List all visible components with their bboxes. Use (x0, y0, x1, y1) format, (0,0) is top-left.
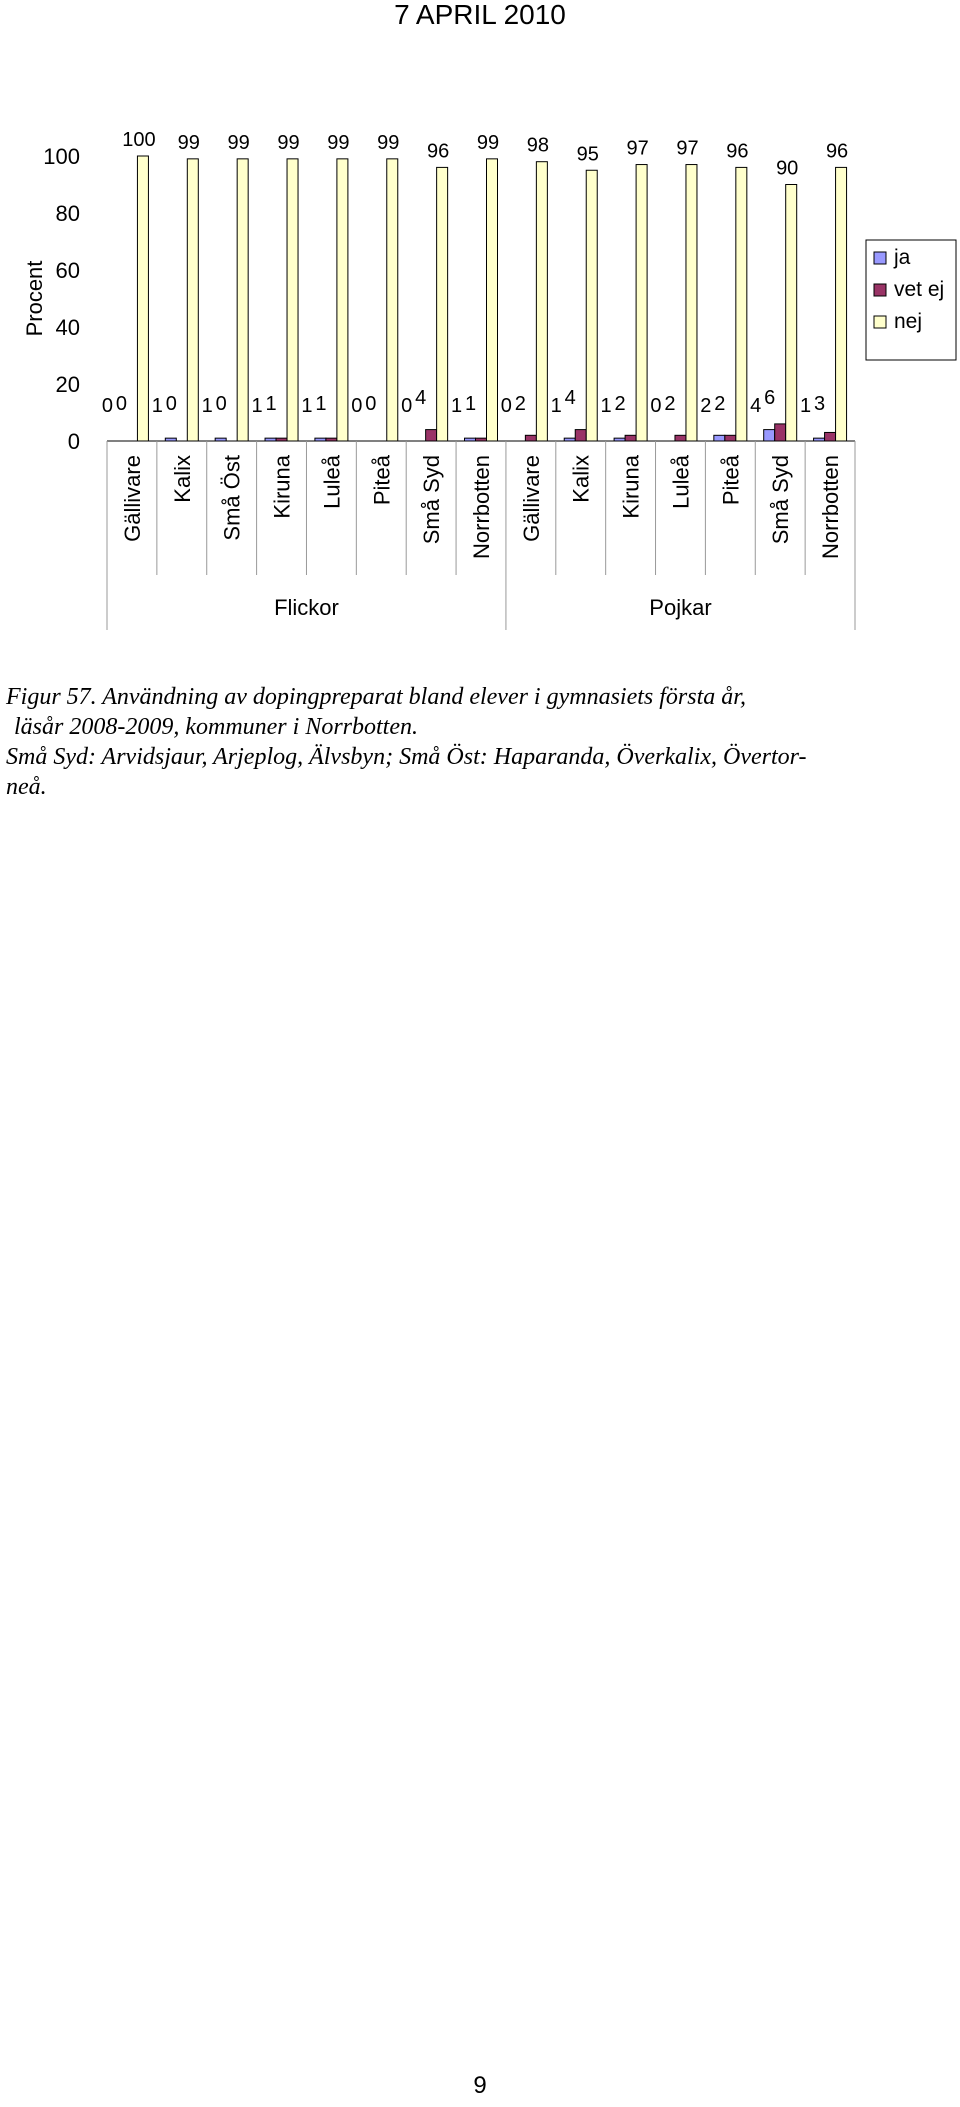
x-tick-label: Kalix (568, 455, 594, 503)
bar-nej (586, 170, 597, 441)
bar-vet-ej (575, 430, 586, 441)
data-label-ja: 0 (401, 395, 413, 417)
data-label-nej: 100 (122, 129, 156, 151)
bar-vet-ej (775, 424, 786, 441)
x-tick-label: Gällivare (119, 455, 145, 542)
data-label-vet-ej: 0 (365, 393, 377, 415)
data-label-ja: 1 (600, 395, 612, 417)
bar-vet-ej (675, 435, 686, 441)
y-tick-label: 0 (67, 429, 80, 454)
bar-chart (0, 100, 960, 640)
x-tick-label: Kiruna (618, 455, 644, 519)
data-label-nej: 96 (427, 140, 450, 163)
data-label-vet-ej: 0 (165, 393, 177, 415)
bar-nej (786, 185, 797, 442)
bar-nej (686, 165, 697, 441)
data-label-nej: 99 (327, 131, 350, 154)
data-label-nej: 99 (227, 131, 250, 154)
data-label-vet-ej: 0 (115, 393, 127, 415)
data-label-vet-ej: 3 (814, 393, 826, 415)
data-label-vet-ej: 1 (464, 393, 477, 415)
x-tick-label: Luleå (668, 455, 694, 509)
data-label-vet-ej: 0 (215, 393, 227, 415)
data-label-vet-ej: 4 (564, 387, 576, 409)
data-label-nej: 99 (377, 131, 400, 154)
bar-nej (187, 159, 198, 441)
x-tick-label: Piteå (718, 455, 744, 506)
bar-nej (387, 159, 398, 441)
bar-nej (836, 167, 847, 441)
data-label-ja: 1 (151, 395, 163, 417)
data-label-nej: 98 (526, 134, 549, 157)
y-tick-label: 40 (55, 315, 80, 340)
data-label-ja: 1 (301, 395, 313, 417)
group-label: Flickor (274, 595, 339, 620)
bar-vet-ej (725, 435, 736, 441)
x-tick-label: Norrbotten (818, 455, 844, 559)
data-label-nej: 97 (676, 137, 699, 160)
bar-vet-ej (525, 435, 536, 441)
data-label-ja: 0 (500, 395, 512, 417)
data-label-nej: 99 (476, 131, 500, 154)
bar-nej (736, 167, 747, 441)
legend-swatch-vet-ej (874, 284, 886, 296)
data-label-ja: 2 (700, 395, 712, 417)
data-label-nej: 96 (726, 140, 749, 163)
caption-line-3: Små Syd: Arvidsjaur, Arjeplog, Älvsbyn; Små Öst: Haparanda, Överkalix, Övertor- (6, 744, 807, 770)
page-number: 9 (473, 2072, 487, 2099)
x-tick-label: Norrbotten (469, 455, 494, 559)
bar-nej (237, 159, 248, 441)
x-tick-label: Små Öst (219, 455, 245, 541)
x-tick-label: Gällivare (518, 455, 544, 542)
caption-line-1: Figur 57. Användning av dopingpreparat bland elever i gymnasiets första år, (6, 684, 746, 710)
x-tick-label: Små Syd (768, 455, 794, 545)
y-axis-label: Procent (22, 260, 47, 337)
data-label-ja: 1 (251, 395, 263, 417)
data-label-ja: 0 (351, 395, 363, 417)
data-label-nej: 95 (576, 143, 599, 166)
legend-label-vet-ej: vet ej (894, 278, 945, 301)
data-label-ja: 1 (800, 395, 812, 417)
bar-nej (287, 159, 298, 441)
x-tick-label: Små Syd (419, 454, 445, 545)
x-tick-label: Piteå (369, 455, 395, 506)
bar-ja (714, 435, 725, 441)
bar-nej (337, 159, 348, 441)
data-label-vet-ej: 2 (514, 393, 526, 415)
y-tick-label: 100 (43, 144, 80, 169)
bar-nej (636, 165, 647, 441)
data-label-nej: 99 (177, 131, 200, 154)
data-label-vet-ej: 6 (764, 387, 776, 409)
bar-vet-ej (426, 430, 437, 441)
x-tick-label: Luleå (319, 455, 345, 509)
x-tick-label: Kiruna (269, 455, 295, 519)
group-label: Pojkar (649, 595, 712, 620)
data-label-ja: 1 (450, 395, 463, 417)
data-label-ja: 1 (550, 395, 562, 417)
figure-caption (6, 682, 956, 802)
data-label-vet-ej: 1 (265, 393, 277, 415)
data-label-vet-ej: 2 (714, 393, 726, 415)
data-label-vet-ej: 4 (415, 387, 427, 409)
data-label-ja: 1 (201, 395, 213, 417)
y-tick-label: 80 (55, 201, 80, 226)
data-label-nej: 90 (776, 157, 799, 180)
data-label-vet-ej: 2 (614, 393, 626, 415)
bar-vet-ej (825, 432, 836, 441)
bar-vet-ej (625, 435, 636, 441)
data-label-vet-ej: 1 (315, 393, 327, 415)
bar-nej (437, 167, 448, 441)
bar-nej (536, 162, 547, 441)
legend-label-ja: ja (894, 246, 911, 269)
x-tick-label: Kalix (169, 455, 195, 503)
legend-swatch-ja (874, 252, 886, 264)
y-tick-label: 60 (55, 258, 80, 283)
data-label-vet-ej: 2 (664, 393, 676, 415)
caption-line-4: neå. (6, 774, 47, 800)
y-tick-label: 20 (55, 372, 80, 397)
bar-nej (137, 156, 148, 441)
data-label-nej: 99 (277, 131, 300, 154)
legend-label-nej: nej (894, 310, 923, 333)
caption-line-2: läsår 2008-2009, kommuner i Norrbotten. (14, 714, 418, 740)
legend-swatch-nej (874, 316, 886, 328)
bar-nej (487, 159, 498, 441)
page-header: 7 APRIL 2010 (394, 0, 566, 30)
bar-ja (764, 430, 775, 441)
data-label-ja: 0 (101, 395, 113, 417)
data-label-nej: 96 (825, 140, 849, 163)
data-label-ja: 0 (650, 395, 662, 417)
data-label-nej: 97 (626, 137, 649, 160)
data-label-ja: 4 (750, 395, 762, 417)
